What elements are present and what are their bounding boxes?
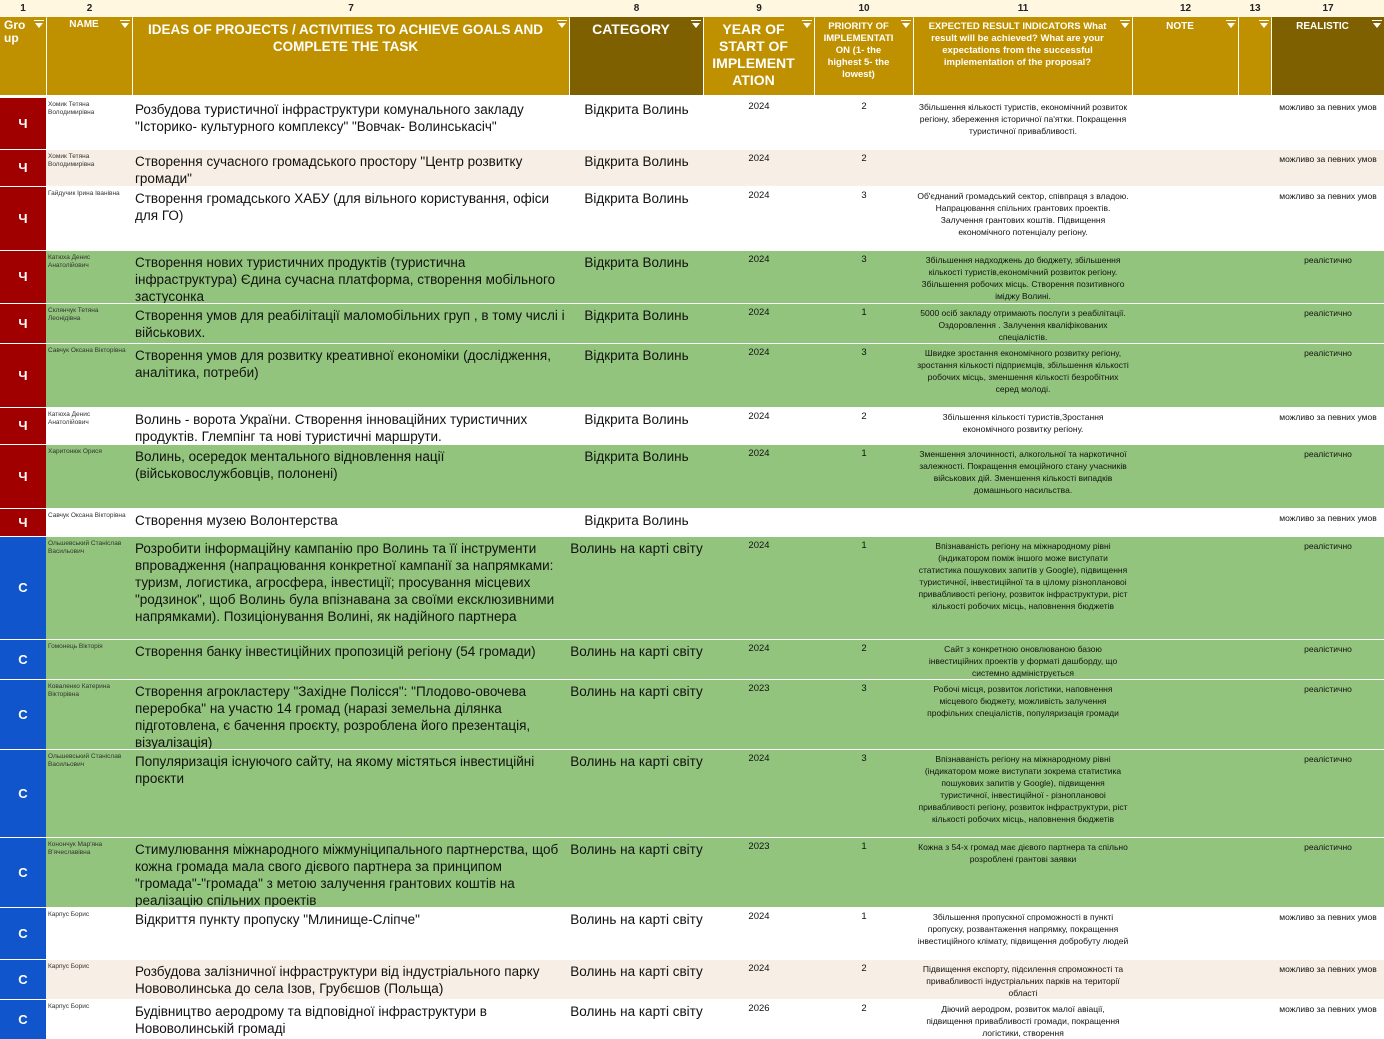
realistic-cell[interactable]: можливо за певних умов [1279,102,1377,112]
category-cell[interactable]: Відкрита Волинь [584,513,689,528]
year-cell[interactable]: 2023 [748,841,770,852]
table-row[interactable] [0,97,1384,149]
group-label: С [18,1011,28,1027]
table-row[interactable] [0,679,1384,749]
filter-icon[interactable] [35,23,43,28]
header-realistic[interactable] [1272,17,1384,95]
result-cell[interactable]: Сайт з конкретною оновлюваною базою інвестиційних проектів у форматі дашборду, що системно адмініструється [928,644,1118,678]
priority-cell[interactable]: 1 [861,540,867,551]
author-name[interactable]: Карпус Борис [48,963,90,970]
filter-icon[interactable] [803,23,811,28]
category-cell[interactable]: Волинь на карті світу [570,754,703,769]
realistic-cell[interactable]: можливо за певних умов [1279,1004,1377,1014]
column-number: 12 [1179,3,1192,14]
group-cell[interactable] [0,304,46,343]
result-cell[interactable]: Робочі місця, розвиток логістики, наповнення місцевого бюджету, можливість залучення профільних спеціалістів, популяризація громади [927,684,1119,718]
realistic-cell[interactable]: можливо за певних умов [1279,964,1377,974]
author-name[interactable]: Катюха Денис Анатолійович [48,411,91,426]
category-cell[interactable]: Відкрита Волинь [584,255,689,270]
idea-text[interactable]: Створення музею Волонтерства [135,513,338,528]
table-row[interactable] [0,407,1384,444]
group-label: Ч [18,514,28,530]
group-cell[interactable] [0,98,46,149]
header-category-label: CATEGORY [592,21,670,37]
idea-text[interactable]: Розбудова туристичної інфраструктури комунального закладу "Історико- культурного комплексу" "Вовчак- Волинськасіч" [135,102,524,134]
table-row[interactable] [0,444,1384,508]
column-number-bar [0,0,1384,18]
realistic-cell[interactable]: реалістично [1304,348,1352,358]
realistic-cell[interactable]: реалістично [1304,308,1352,318]
header-name[interactable] [47,17,132,95]
idea-text[interactable]: Створення громадського ХАБУ (для вільного користування, офіси для ГО) [135,191,550,223]
group-label: С [18,785,28,801]
priority-cell[interactable]: 3 [861,347,867,358]
group-label: Ч [18,468,28,484]
header-row [0,17,1384,95]
author-name[interactable]: Карпус Борис [48,1003,90,1010]
realistic-cell[interactable]: реалістично [1304,541,1352,551]
realistic-cell[interactable]: реалістично [1304,684,1352,694]
group-cell[interactable] [0,680,46,749]
header-group-label: Gro up [4,18,26,45]
group-cell[interactable] [0,150,46,186]
idea-text[interactable]: Популяризація існуючого сайту, на якому містяться інвестиційні проєкти [135,754,535,786]
result-cell[interactable]: Діючий аеродром, розвиток малої авіації, підвищення привабливості громади, покращення логістики, створення [926,1004,1120,1038]
category-cell[interactable]: Волинь на карті світу [570,644,703,659]
priority-cell[interactable]: 3 [861,753,867,764]
group-cell[interactable] [0,251,46,303]
result-cell[interactable]: Збільшення пропускної спроможності в пункті пропуску, розвантаження напрямку, покращення інвестиційного клімату, підвищення добробуту людей [917,912,1129,946]
idea-text[interactable]: Створення агрокластеру "Західне Полісся": "Плодово-овочева переробка" на участю 14 громад (наразі земельна ділянка підготовлена, є бачення проєкту, розроблена його презентація, візуалізація) [135,684,531,749]
category-cell[interactable]: Відкрита Волинь [584,449,689,464]
filter-icon[interactable] [902,23,910,28]
realistic-cell[interactable]: реалістично [1304,754,1352,764]
author-name[interactable]: Хомик Тетяна Володимирівна [48,153,95,168]
idea-text[interactable]: Стимулювання міжнародного міжмуніципального партнерства, щоб кожна громада мала свого дієвого партнера за принципом "громада"-"громада" з метою залучення грантових коштів на реалізацію спільних проектів [135,842,559,907]
realistic-cell[interactable]: можливо за певних умов [1279,912,1377,922]
idea-text[interactable]: Розбудова залізничної інфраструктури від індустріального парку Нововолинська до села Ізов, Грубєшов (Польща) [135,964,540,996]
author-name[interactable]: Склянчук Тетяна Леонідівна [48,307,99,322]
header-note-label: NOTE [1166,21,1194,32]
table-row[interactable] [0,149,1384,186]
result-cell[interactable]: Кожна з 54-х громад має дієвого партнера та спільно розроблені грантові заявки [918,842,1128,864]
column-number: 9 [756,3,762,14]
table-row[interactable] [0,536,1384,639]
filter-icon[interactable] [1373,23,1381,28]
priority-cell[interactable]: 2 [861,1003,867,1014]
priority-cell[interactable]: 1 [861,911,867,922]
group-label: С [18,925,28,941]
header-category[interactable] [570,17,703,95]
priority-cell[interactable]: 2 [861,963,867,974]
category-cell[interactable]: Волинь на карті світу [570,842,703,857]
group-label: Ч [18,210,28,226]
filter-icon[interactable] [1121,23,1129,28]
realistic-cell[interactable]: реалістично [1304,842,1352,852]
idea-text[interactable]: Створення сучасного громадського простору "Центр розвитку громади" [135,154,523,186]
realistic-cell[interactable]: реалістично [1304,449,1352,459]
table-row[interactable] [0,749,1384,837]
column-number: 11 [1017,3,1029,14]
group-label: С [18,706,28,722]
header-col13[interactable] [1239,17,1271,95]
result-cell[interactable]: Зменшення злочинності, алкогольної та наркотичної залежності. Покращення емоційного стану учасників військових дій. Зменшення кількості випадків домашнього насильства. [919,449,1127,495]
priority-cell[interactable]: 2 [861,411,867,422]
column-number: 13 [1249,3,1261,14]
author-name[interactable]: Конончук Мар'яна В'ячеславівна [48,841,103,856]
author-name[interactable]: Гайдучик Ірина Іванівна [48,190,120,197]
group-cell[interactable] [0,509,46,536]
result-cell[interactable]: 5000 осіб закладу отримають послуги з реабілітації. Оздоровлення . Залучення кваліфікованих спеціалістів. [920,308,1126,342]
priority-cell[interactable]: 1 [861,448,867,459]
table-row[interactable] [0,837,1384,907]
table-row[interactable] [0,186,1384,250]
group-cell[interactable] [0,537,46,639]
column-number: 17 [1322,3,1334,14]
year-cell[interactable]: 2024 [748,643,770,654]
category-cell[interactable]: Волинь на карті світу [570,912,703,927]
year-cell[interactable] [704,509,814,536]
filter-icon[interactable] [558,23,566,28]
group-label: С [18,651,28,667]
priority-cell[interactable] [815,509,913,536]
idea-text[interactable]: Розробити інформаційну кампанію про Волинь та її інструменти впровадження (напрацювання конкретної кампанії за напрямками: туризм, логистика, агросфера, інвестиції; просування місцевих "родзинок", щоб Волинь була впізнавана за своїми ексклюзивними напрямками). Позиціонування Волині, як надійного партнера [135,541,555,624]
column-number: 10 [858,3,870,14]
group-label: С [18,971,28,987]
result-cell[interactable] [914,150,1132,186]
idea-text[interactable]: Створення умов для розвитку креативної економіки (дослідження, аналітика, потреби) [135,348,551,380]
author-name[interactable]: Харитонюк Орися [48,448,102,455]
table-row[interactable] [0,639,1384,679]
header-note[interactable] [1133,17,1238,95]
author-name[interactable]: Савчук Оксана Вікторівна [48,347,126,354]
realistic-cell[interactable]: можливо за певних умов [1279,191,1377,201]
category-cell[interactable]: Відкрита Волинь [584,308,689,323]
header-name-label: NAME [69,19,99,30]
column-number: 2 [86,3,93,14]
header-priority[interactable] [815,17,913,95]
priority-cell[interactable]: 3 [861,254,867,265]
realistic-cell[interactable]: можливо за певних умов [1279,513,1377,523]
group-label: С [18,864,28,880]
header-idea-label: IDEAS OF PROJECTS / ACTIVITIES TO ACHIEVE GOALS AND COMPLETE THE TASK [147,22,544,54]
filter-icon[interactable] [121,23,129,28]
realistic-cell[interactable]: можливо за певних умов [1279,412,1377,422]
author-name[interactable]: Гомонець Вікторія [48,643,103,650]
filter-icon[interactable] [1260,23,1268,28]
year-cell[interactable]: 2024 [748,540,770,551]
header-result[interactable] [914,17,1132,95]
idea-text[interactable]: Волинь, осередок ментального відновлення нації (військовослужбовців, полонені) [135,449,445,481]
idea-text[interactable]: Створення умов для реабілітації маломобільних груп , в тому числі і військових. [135,308,565,340]
category-cell[interactable]: Волинь на карті світу [570,1004,703,1019]
group-label: Ч [18,160,28,175]
category-cell[interactable]: Відкрита Волинь [584,102,689,117]
table-row[interactable] [0,907,1384,959]
priority-cell[interactable]: 1 [861,841,867,852]
author-name[interactable]: Карпус Борис [48,911,90,918]
header-realistic-label: REALISTIC [1296,21,1349,32]
priority-cell[interactable]: 2 [861,643,867,654]
group-cell[interactable] [0,1000,46,1039]
column-number: 8 [633,3,640,14]
priority-cell[interactable]: 3 [861,190,867,201]
header-priority-label: PRIORITY OF IMPLEMENTATI ON (1- the highest 5- the lowest) [823,21,894,80]
group-cell[interactable] [0,344,46,407]
result-cell[interactable]: Підвищення експорту, підсилення спроможності та привабливості індустріальних парків на території області [922,964,1124,998]
category-cell[interactable]: Волинь на карті світу [570,541,703,556]
realistic-cell[interactable]: реалістично [1304,255,1352,265]
category-cell[interactable]: Відкрита Волинь [584,154,689,169]
year-cell[interactable]: 2024 [748,153,770,164]
group-cell[interactable] [0,838,46,907]
year-cell[interactable]: 2024 [748,307,770,318]
year-cell[interactable]: 2026 [748,1003,770,1014]
result-cell[interactable]: Впізнаваність регіону на міжнародному рівні (індикатором поміж іншого може виступати статистика пошукових запитів у Google), підвищення туристичної, інвестиційної та в цілому різноплановоі привабливості регіону, розвиток інфраструктури, ріст кількості робочих місць, наповнення бюджетів [918,541,1128,611]
column-number: 1 [20,3,26,14]
group-cell[interactable] [0,908,46,959]
category-cell[interactable]: Відкрита Волинь [584,191,689,206]
header-group[interactable] [0,17,46,95]
group-cell[interactable] [0,960,46,999]
group-cell[interactable] [0,187,46,250]
table-row[interactable] [0,508,1384,536]
result-cell[interactable]: Збільшення кількості туристів, економічний розвиток регіону, збереження історичної па'ятки. Покращення туристичної привабливості. [918,102,1128,136]
result-cell[interactable]: Збільшення надходжень до бюджету, збільшення кількості туристів,економічний розвиток регіону. Збільшення робочих місць. Створення позитивного іміджу Волині. [921,255,1125,301]
table-row[interactable] [0,343,1384,407]
result-cell[interactable]: Швидке зростання економічного розвитку регіону, зростання кількості підприємців, збільшення кількості робочих місць, зменшення кількості безробітних серед молоді. [917,348,1129,394]
table-row[interactable] [0,303,1384,343]
year-cell[interactable]: 2024 [748,190,770,201]
realistic-cell[interactable]: можливо за певних умов [1279,154,1377,164]
header-result-label: EXPECTED RESULT INDICATORS What result will be achieved? What are your expectations from the successful implementation of the proposal? [928,21,1107,68]
author-name[interactable]: Хомик Тетяна Володимирівна [48,101,95,116]
year-cell[interactable]: 2024 [748,753,770,764]
priority-cell[interactable]: 2 [861,153,867,164]
category-cell[interactable]: Відкрита Волинь [584,412,689,427]
group-label: Ч [18,315,28,331]
idea-text[interactable]: Будівництво аеродрому та відповідної інфраструктури в Нововолинській громаді [135,1004,487,1036]
result-cell[interactable]: Впізнаваність регіону на міжнародному рівні (індикатором може виступати зокрема статистика пошукових запитів у Google), підвищення туристичної, інвестиційної - різноплановоі привабливості регіону, розвиток інфраструктури, ріст кількості робочих місць, наповнення бюджетів [918,754,1128,824]
realistic-cell[interactable]: реалістично [1304,644,1352,654]
group-cell[interactable] [0,640,46,679]
header-year-label: YEAR OF START OF IMPLEMENT ATION [712,21,795,88]
table-row[interactable] [0,999,1384,1039]
priority-cell[interactable]: 2 [861,101,867,112]
year-cell[interactable]: 2024 [748,448,770,459]
year-cell[interactable]: 2023 [748,683,770,694]
group-cell[interactable] [0,750,46,837]
priority-cell[interactable]: 1 [861,307,867,318]
group-label: Ч [18,115,28,131]
author-name[interactable]: Катюха Денис Анатолійович [48,254,91,269]
header-idea[interactable] [133,17,569,95]
group-cell[interactable] [0,408,46,444]
year-cell[interactable]: 2024 [748,347,770,358]
idea-text[interactable]: Створення банку інвестиційних пропозицій регіону (54 громади) [135,644,536,659]
idea-text[interactable]: Створення нових туристичних продуктів (туристична інфраструктура) Єдина сучасна платформа, створення мобільного застусонка [135,255,556,303]
category-cell[interactable]: Волинь на карті світу [570,964,703,979]
author-name[interactable]: Ольшевський Станіслав Васильович [48,540,122,555]
author-name[interactable]: Коваленко Катерина Вікторівна [48,683,110,698]
table-row[interactable] [0,250,1384,303]
year-cell[interactable]: 2024 [748,101,770,112]
group-cell[interactable] [0,445,46,508]
result-cell[interactable]: Збільшення кількості туристів,Зростання економічного розвитку регіону. [942,412,1104,434]
year-cell[interactable]: 2024 [748,254,770,265]
year-cell[interactable]: 2024 [748,911,770,922]
group-label: Ч [18,269,28,284]
group-label: С [18,580,28,595]
year-cell[interactable]: 2024 [748,411,770,422]
category-cell[interactable]: Волинь на карті світу [570,684,703,699]
idea-text[interactable]: Відкриття пункту пропуску "Млинище-Сліпче" [135,912,420,927]
result-cell[interactable] [914,509,1132,536]
idea-text[interactable]: Волинь - ворота України. Створення інноваційних туристичних продуктів. Глемпінг та нові туристичні маршрути. [135,412,528,444]
priority-cell[interactable]: 3 [861,683,867,694]
column-number: 7 [348,3,354,14]
filter-icon[interactable] [692,23,700,28]
group-label: Ч [18,418,28,433]
result-cell[interactable]: Об'єднаний громадський сектор, співпраця з владою. Напрацювання спільних грантових проектів. Залучення грантових коштів. Підвищення економічного потенціалу регіону. [917,191,1129,237]
filter-icon[interactable] [1227,23,1235,28]
author-name[interactable]: Ольшевський Станіслав Васильович [48,753,122,768]
category-cell[interactable]: Відкрита Волинь [584,348,689,363]
year-cell[interactable]: 2024 [748,963,770,974]
table-row[interactable] [0,959,1384,999]
header-year[interactable] [704,17,814,95]
author-name[interactable]: Савчук Оксана Вікторівна [48,512,126,519]
group-label: Ч [18,367,28,383]
